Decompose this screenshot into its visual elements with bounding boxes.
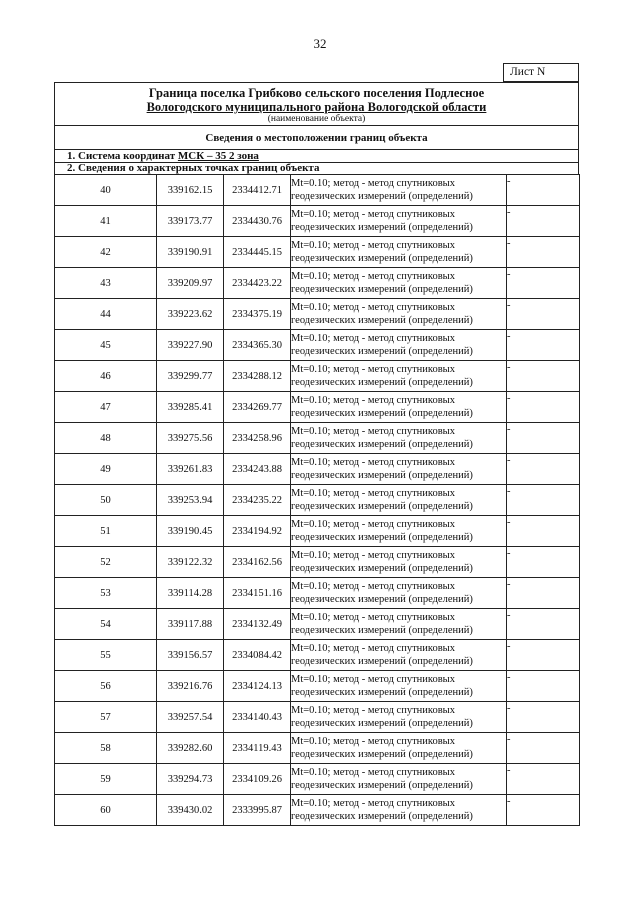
table-row	[55, 578, 580, 609]
coord-x: 339156.57	[157, 640, 224, 671]
method-line-2: геодезических измерений (определений)	[291, 563, 473, 574]
table-row	[55, 454, 580, 485]
method-line-1: Mt=0.10; метод - метод спутниковых	[291, 519, 455, 530]
table-row	[55, 361, 580, 392]
extra-mark: -	[507, 640, 580, 671]
extra-mark: -	[507, 516, 580, 547]
method-line-1: Mt=0.10; метод - метод спутниковых	[291, 612, 455, 623]
method-line-1: Mt=0.10; метод - метод спутниковых	[291, 550, 455, 561]
method-line-1: Mt=0.10; метод - метод спутниковых	[291, 178, 455, 189]
coord-y: 2334084.42	[224, 640, 291, 671]
extra-mark: -	[507, 578, 580, 609]
coord-x: 339173.77	[157, 206, 224, 237]
table-row	[55, 516, 580, 547]
table-row	[55, 671, 580, 702]
coord-y: 2334288.12	[224, 361, 291, 392]
coord-x: 339294.73	[157, 764, 224, 795]
method-description	[291, 733, 507, 764]
points-table	[54, 174, 580, 826]
point-number: 44	[55, 299, 157, 330]
page-number: 32	[313, 36, 327, 51]
coord-system-value: МСК – 35 2 зона	[177, 150, 259, 162]
method-line-1: Mt=0.10; метод - метод спутниковых	[291, 643, 455, 654]
method-description	[291, 392, 507, 423]
extra-mark: -	[507, 671, 580, 702]
coord-x: 339261.83	[157, 454, 224, 485]
coord-y: 2334194.92	[224, 516, 291, 547]
title-line-1: Граница поселка Грибково сельского поселения Подлесное	[148, 86, 485, 100]
method-description	[291, 640, 507, 671]
coord-x: 339282.60	[157, 733, 224, 764]
table-row	[55, 206, 580, 237]
point-number: 57	[55, 702, 157, 733]
method-description	[291, 609, 507, 640]
table-row	[55, 640, 580, 671]
coord-y: 2334140.43	[224, 702, 291, 733]
point-number: 50	[55, 485, 157, 516]
coord-y: 2334151.16	[224, 578, 291, 609]
coord-x: 339114.28	[157, 578, 224, 609]
table-row	[55, 609, 580, 640]
coord-y: 2334109.26	[224, 764, 291, 795]
method-description	[291, 237, 507, 268]
coord-y: 2334119.43	[224, 733, 291, 764]
method-line-2: геодезических измерений (определений)	[291, 625, 473, 636]
method-description	[291, 423, 507, 454]
extra-mark: -	[507, 733, 580, 764]
point-number: 47	[55, 392, 157, 423]
method-line-2: геодезических измерений (определений)	[291, 656, 473, 667]
method-description	[291, 206, 507, 237]
table-row	[55, 299, 580, 330]
table-row	[55, 485, 580, 516]
title-caption: (наименование объекта)	[267, 114, 366, 124]
coord-y: 2334243.88	[224, 454, 291, 485]
method-line-1: Mt=0.10; метод - метод спутниковых	[291, 798, 455, 809]
method-line-2: геодезических измерений (определений)	[291, 284, 473, 295]
extra-mark: -	[507, 609, 580, 640]
coord-y: 2334132.49	[224, 609, 291, 640]
method-line-1: Mt=0.10; метод - метод спутниковых	[291, 271, 455, 282]
method-line-2: геодезических измерений (определений)	[291, 780, 473, 791]
point-number: 53	[55, 578, 157, 609]
coord-x: 339122.32	[157, 547, 224, 578]
point-number: 48	[55, 423, 157, 454]
coord-x: 339253.94	[157, 485, 224, 516]
table-row	[55, 764, 580, 795]
method-description	[291, 578, 507, 609]
method-line-2: геодезических измерений (определений)	[291, 687, 473, 698]
method-description	[291, 175, 507, 206]
extra-mark: -	[507, 361, 580, 392]
table-row	[55, 795, 580, 826]
method-line-1: Mt=0.10; метод - метод спутниковых	[291, 736, 455, 747]
extra-mark: -	[507, 795, 580, 826]
method-line-1: Mt=0.10; метод - метод спутниковых	[291, 674, 455, 685]
point-number: 42	[55, 237, 157, 268]
coord-y: 2334423.22	[224, 268, 291, 299]
point-number: 60	[55, 795, 157, 826]
table-row	[55, 423, 580, 454]
table-row	[55, 237, 580, 268]
extra-mark: -	[507, 206, 580, 237]
method-line-2: геодезических измерений (определений)	[291, 811, 473, 822]
method-line-2: геодезических измерений (определений)	[291, 718, 473, 729]
method-description	[291, 268, 507, 299]
extra-mark: -	[507, 392, 580, 423]
coord-y: 2334412.71	[224, 175, 291, 206]
method-line-1: Mt=0.10; метод - метод спутниковых	[291, 705, 455, 716]
section-heading: Сведения о местоположении границ объекта	[54, 126, 579, 150]
coord-x: 339299.77	[157, 361, 224, 392]
table-row	[55, 547, 580, 578]
point-number: 40	[55, 175, 157, 206]
coord-system-label: 1. Система координат	[67, 150, 176, 162]
table-row	[55, 268, 580, 299]
method-description	[291, 671, 507, 702]
method-description	[291, 485, 507, 516]
method-line-1: Mt=0.10; метод - метод спутниковых	[291, 364, 455, 375]
extra-mark: -	[507, 175, 580, 206]
extra-mark: -	[507, 485, 580, 516]
coord-x: 339227.90	[157, 330, 224, 361]
method-line-2: геодезических измерений (определений)	[291, 222, 473, 233]
coord-y: 2334430.76	[224, 206, 291, 237]
point-number: 58	[55, 733, 157, 764]
point-number: 52	[55, 547, 157, 578]
method-line-2: геодезических измерений (определений)	[291, 408, 473, 419]
table-row	[55, 702, 580, 733]
point-number: 41	[55, 206, 157, 237]
table-row	[55, 392, 580, 423]
method-line-2: геодезических измерений (определений)	[291, 594, 473, 605]
method-line-2: геодезических измерений (определений)	[291, 315, 473, 326]
method-line-2: геодезических измерений (определений)	[291, 191, 473, 202]
method-line-1: Mt=0.10; метод - метод спутниковых	[291, 209, 455, 220]
method-description	[291, 795, 507, 826]
method-description	[291, 361, 507, 392]
coord-y: 2334258.96	[224, 423, 291, 454]
points-heading: 2. Сведения о характерных точках границ объекта	[54, 163, 579, 175]
method-line-1: Mt=0.10; метод - метод спутниковых	[291, 240, 455, 251]
method-line-1: Mt=0.10; метод - метод спутниковых	[291, 767, 455, 778]
point-number: 54	[55, 609, 157, 640]
method-line-1: Mt=0.10; метод - метод спутниковых	[291, 395, 455, 406]
method-line-1: Mt=0.10; метод - метод спутниковых	[291, 426, 455, 437]
point-number: 45	[55, 330, 157, 361]
coord-y: 2333995.87	[224, 795, 291, 826]
table-row	[55, 175, 580, 206]
title-line-2: Вологодского муниципального района Вологодской области	[146, 100, 487, 114]
method-line-1: Mt=0.10; метод - метод спутниковых	[291, 333, 455, 344]
extra-mark: -	[507, 268, 580, 299]
coord-x: 339430.02	[157, 795, 224, 826]
method-line-1: Mt=0.10; метод - метод спутниковых	[291, 457, 455, 468]
method-line-1: Mt=0.10; метод - метод спутниковых	[291, 581, 455, 592]
extra-mark: -	[507, 764, 580, 795]
point-number: 43	[55, 268, 157, 299]
coord-y: 2334365.30	[224, 330, 291, 361]
coord-y: 2334162.56	[224, 547, 291, 578]
table-row	[55, 330, 580, 361]
coord-x: 339190.45	[157, 516, 224, 547]
point-number: 49	[55, 454, 157, 485]
method-description	[291, 764, 507, 795]
table-row	[55, 733, 580, 764]
coord-y: 2334445.15	[224, 237, 291, 268]
point-number: 56	[55, 671, 157, 702]
method-description	[291, 299, 507, 330]
sheet-label: Лист N	[503, 63, 579, 82]
extra-mark: -	[507, 299, 580, 330]
coord-x: 339275.56	[157, 423, 224, 454]
extra-mark: -	[507, 547, 580, 578]
coord-x: 339223.62	[157, 299, 224, 330]
title-block	[54, 82, 579, 126]
method-description	[291, 516, 507, 547]
coord-x: 339190.91	[157, 237, 224, 268]
method-line-2: геодезических измерений (определений)	[291, 501, 473, 512]
extra-mark: -	[507, 330, 580, 361]
extra-mark: -	[507, 423, 580, 454]
point-number: 55	[55, 640, 157, 671]
coord-x: 339117.88	[157, 609, 224, 640]
coord-y: 2334124.13	[224, 671, 291, 702]
extra-mark: -	[507, 237, 580, 268]
method-line-2: геодезических измерений (определений)	[291, 377, 473, 388]
point-number: 59	[55, 764, 157, 795]
coord-x: 339216.76	[157, 671, 224, 702]
coord-x: 339285.41	[157, 392, 224, 423]
extra-mark: -	[507, 702, 580, 733]
method-line-1: Mt=0.10; метод - метод спутниковых	[291, 302, 455, 313]
extra-mark: -	[507, 454, 580, 485]
coord-y: 2334375.19	[224, 299, 291, 330]
point-number: 51	[55, 516, 157, 547]
method-line-2: геодезических измерений (определений)	[291, 253, 473, 264]
method-line-2: геодезических измерений (определений)	[291, 749, 473, 760]
point-number: 46	[55, 361, 157, 392]
method-line-2: геодезических измерений (определений)	[291, 439, 473, 450]
method-line-2: геодезических измерений (определений)	[291, 470, 473, 481]
method-line-1: Mt=0.10; метод - метод спутниковых	[291, 488, 455, 499]
coord-x: 339257.54	[157, 702, 224, 733]
method-description	[291, 547, 507, 578]
method-description	[291, 454, 507, 485]
coord-x: 339162.15	[157, 175, 224, 206]
coord-y: 2334235.22	[224, 485, 291, 516]
method-line-2: геодезических измерений (определений)	[291, 532, 473, 543]
method-description	[291, 330, 507, 361]
points-table-body	[55, 175, 580, 826]
coord-y: 2334269.77	[224, 392, 291, 423]
method-line-2: геодезических измерений (определений)	[291, 346, 473, 357]
method-description	[291, 702, 507, 733]
coord-x: 339209.97	[157, 268, 224, 299]
